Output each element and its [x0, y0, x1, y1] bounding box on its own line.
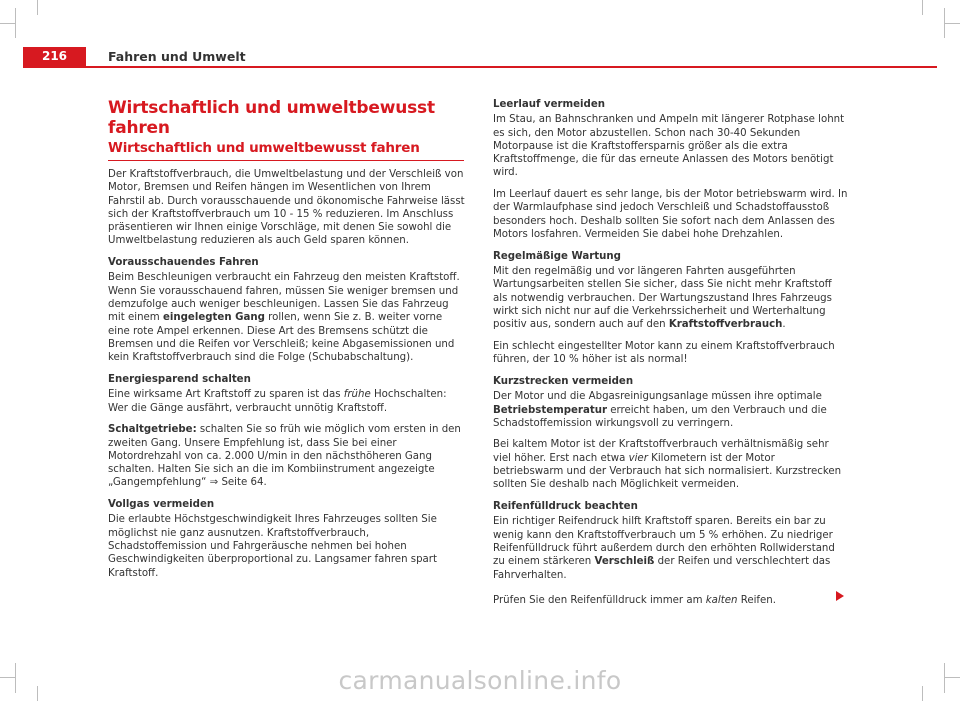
- page-title: Wirtschaftlich und umweltbewusst fahren: [108, 98, 435, 138]
- paragraph-schaltgetriebe: Schaltgetriebe: schalten Sie so früh wie möglich vom ersten in den zweiten Gang. Unsere Empfehlung ist, dass Sie bei einer Motordrehzahl von ca. 2.000 U/min in den nächsthöheren Gang schalten. Halten Sie sich an die im Kombiinstrument angezeigte „Gangempfehlung“ ⇒ Seite 64.: [108, 424, 461, 489]
- crop-mark: [945, 23, 960, 24]
- heading-kurzstrecken: Kurzstrecken vermeiden: [493, 375, 634, 387]
- paragraph-vorausschauend: Beim Beschleunigen verbraucht ein Fahrzeug den meisten Kraftstoff. Wenn Sie vorausschauend fahren, müssen Sie weniger bremsen und demzufolge auch weniger beschleunigen. Lassen Sie das Fahrzeug mit einem eingelegten Gang rollen, wenn Sie z. B. weiter vorne eine rote Ampel erkennen. Diese Art des Bremsens schützt die Bremsen und die Reifen vor Verschleiß; keine Abgasemissionen und kein Kraftstoffverbrauch sind die Folge (Schubabschaltung).: [108, 272, 460, 364]
- crop-mark: [15, 8, 16, 38]
- crop-mark: [944, 8, 945, 38]
- right-column: [493, 98, 848, 616]
- page-subtitle: Wirtschaftlich und umweltbewusst fahren: [108, 140, 464, 161]
- paragraph-energiesparend: Eine wirksame Art Kraftstoff zu sparen ist das frühe Hochschalten: Wer die Gänge ausfährt, verbraucht unnötig Kraftstoff.: [108, 389, 447, 414]
- paragraph-kurzstrecken-1: Der Motor und die Abgasreinigungsanlage müssen ihre optimale Betriebstemperatur erreicht haben, um den Verbrauch und die Schadstoffemission wirkungsvoll zu verringern.: [493, 391, 827, 429]
- heading-vollgas: Vollgas vermeiden: [108, 499, 215, 511]
- watermark: carmanualsonline.info: [338, 666, 622, 695]
- left-column: [108, 168, 465, 588]
- paragraph-kurzstrecken-2: Bei kaltem Motor ist der Kraftstoffverbrauch verhältnismäßig sehr viel höher. Erst nach etwa vier Kilometern ist der Motor betriebswarm und der Verbrauch hat sich normalisiert. Kurzstrecken sollten Sie deshalb nach Möglichkeit vermeiden.: [493, 439, 842, 491]
- header-rule: [23, 66, 937, 68]
- paragraph-reifen-1: Ein richtiger Reifendruck hilft Kraftstoff sparen. Bereits ein bar zu wenig kann den Kraftstoffverbrauch um 5 % erhöhen. Zu niedriger Reifenfülldruck führt außerdem durch den erhöhten Rollwiderstand zu einem stärkeren Verschleiß der Reifen und verschlechtert das Fahrverhalten.: [493, 516, 835, 581]
- heading-leerlauf: Leerlauf vermeiden: [493, 99, 605, 110]
- crop-mark: [922, 0, 923, 15]
- paragraph-wartung-2: Ein schlecht eingestellter Motor kann zu einem Kraftstoffverbrauch führen, der 10 % höher ist als normal!: [493, 340, 835, 366]
- paragraph-wartung-1: Mit den regelmäßig und vor längeren Fahrten ausgeführten Wartungsarbeiten stellen Sie sicher, dass Sie nicht mehr Kraftstoff als notwendig verbrauchen. Der Wartungszustand Ihres Fahrzeugs wirkt sich nicht nur auf die Verkehrssicherheit und Werterhaltung positiv aus, sondern auch auf den Kraftstoffverbrauch.: [493, 266, 832, 331]
- heading-wartung: Regelmäßige Wartung: [493, 250, 621, 262]
- continue-arrow-icon: [836, 591, 844, 601]
- crop-mark: [37, 0, 38, 15]
- intro-paragraph: Der Kraftstoffverbrauch, die Umweltbelastung und der Verschleiß von Motor, Bremsen und Reifen hängen im Wesentlichen von Ihrem Fahrstil ab. Durch vorausschauende und ökonomische Fahrweise lässt sich der Kraftstoffverbrauch um 10 - 15 % reduzieren. Im Anschluss präsentieren wir Ihnen einige Vorschläge, mit denen Sie sowohl die Umweltbelastung reduzieren als auch Geld sparen können.: [108, 169, 465, 247]
- section-title: Fahren und Umwelt: [108, 49, 246, 64]
- paragraph-leerlauf-1: Im Stau, an Bahnschranken und Ampeln mit längerer Rotphase lohnt es sich, den Motor abzustellen. Schon nach 30-40 Sekunden Motorpause ist die Kraftstoffersparnis größer als die extra Kraftstoffmenge, die für das erneute Anlassen des Motors benötigt wird.: [493, 114, 845, 179]
- page-number: 216: [23, 47, 86, 66]
- paragraph-leerlauf-2: Im Leerlauf dauert es sehr lange, bis der Motor betriebswarm wird. In der Warmlaufphase sind jedoch Verschleiß und Schadstoffausstoß besonders hoch. Deshalb sollten Sie sofort nach dem Anlassen des Motors losfahren. Vermeiden Sie dabei hohe Drehzahlen.: [493, 189, 848, 241]
- paragraph-vollgas: Die erlaubte Höchstgeschwindigkeit Ihres Fahrzeuges sollten Sie möglichst nie ganz ausnutzen. Kraftstoffverbrauch, Schadstoffemission und Fahrgeräusche nehmen bei hohen Geschwindigkeiten überproportional zu. Langsamer fahren spart Kraftstoff.: [108, 514, 437, 579]
- heading-reifen: Reifenfülldruck beachten: [493, 501, 638, 513]
- paragraph-reifen-2: Prüfen Sie den Reifenfülldruck immer am kalten Reifen.: [493, 594, 776, 606]
- heading-energiesparend: Energiesparend schalten: [108, 373, 251, 385]
- crop-mark: [0, 23, 15, 24]
- heading-vorausschauend: Vorausschauendes Fahren: [108, 257, 259, 269]
